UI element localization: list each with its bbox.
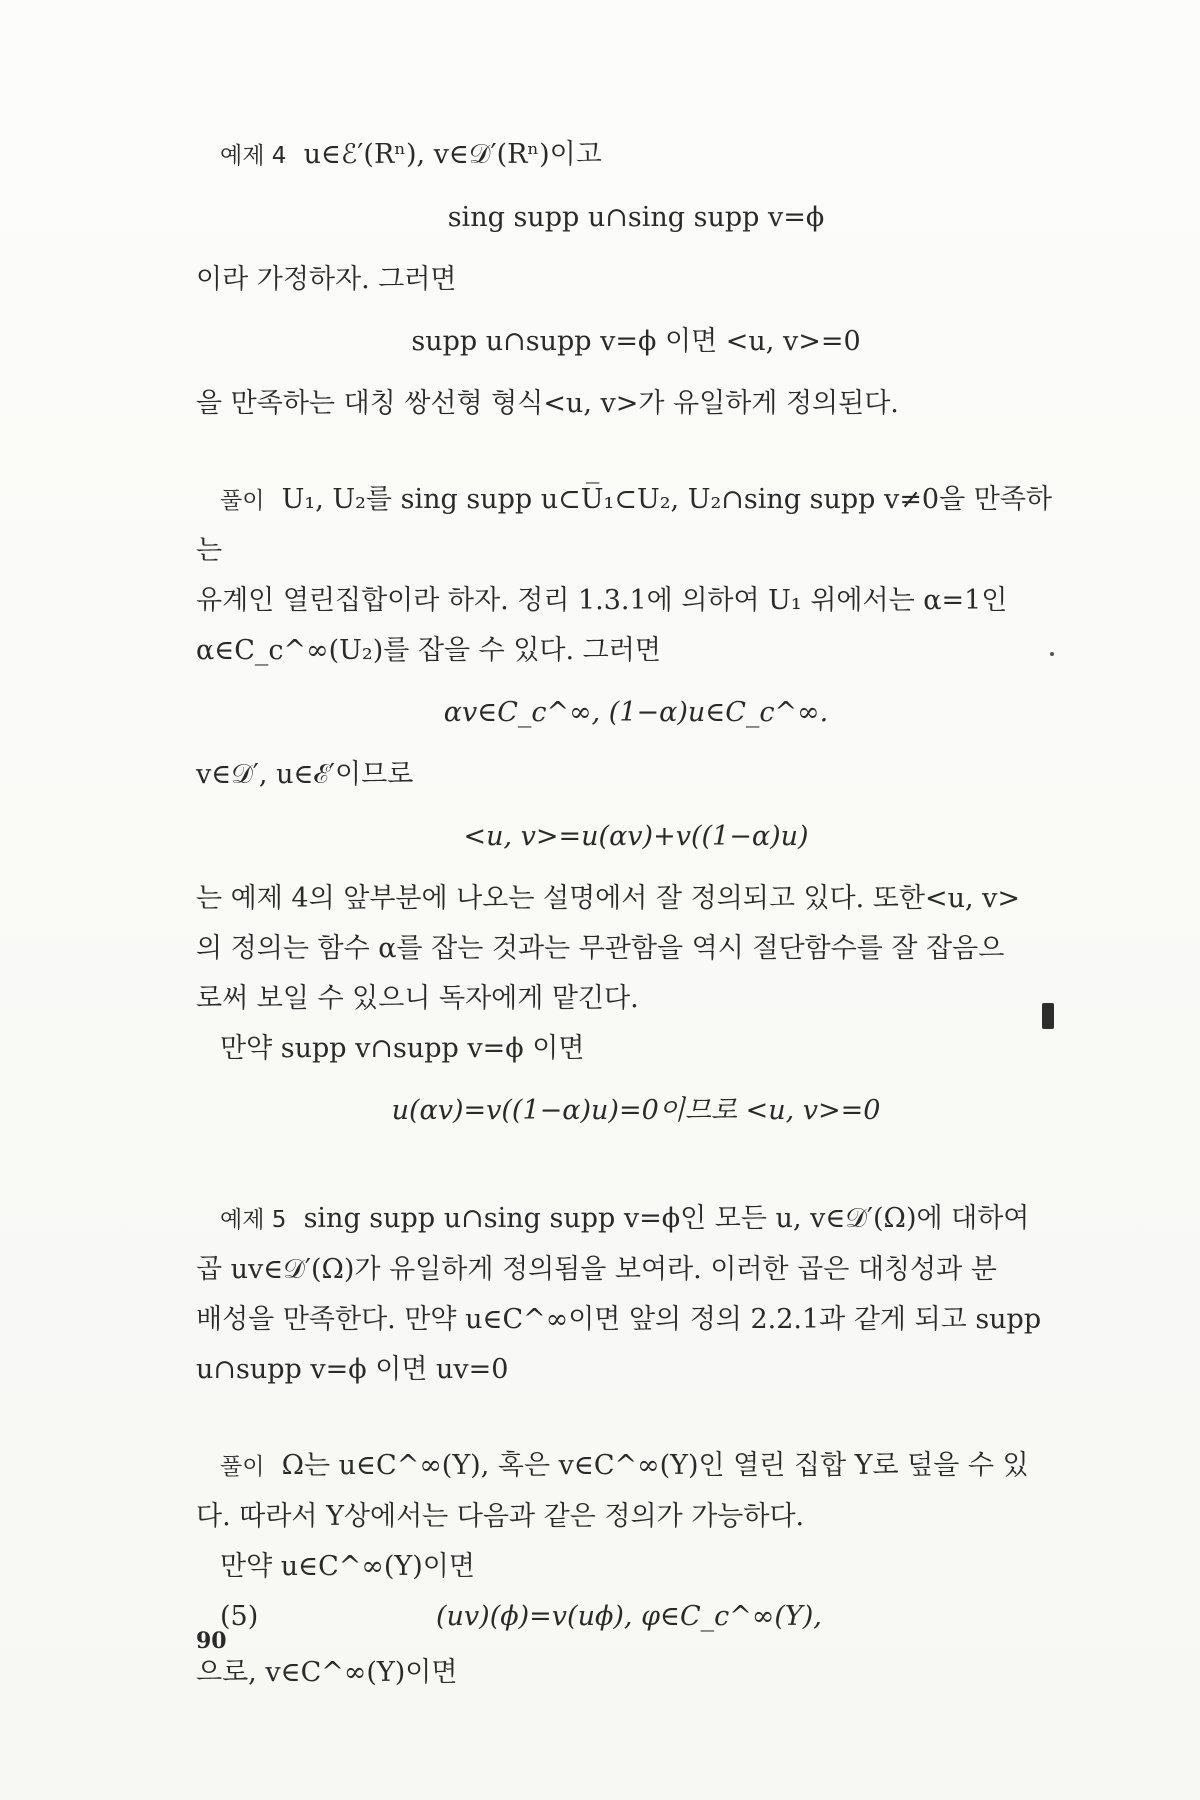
example-4-statement: u∈ℰ′(Rⁿ), v∈𝒟′(Rⁿ)이고 (303, 139, 602, 170)
solution-5-line-3: 만약 u∈C^∞(Y)이면 (220, 1551, 475, 1582)
solution-4-equation-1: αv∈C_c^∞, (1−α)u∈C_c^∞. (443, 697, 829, 728)
solution-5-line-4: 으로, v∈C^∞(Y)이면 (196, 1657, 458, 1688)
example-4-label: 예제 4 (220, 143, 287, 169)
solution-4-line-7: 로써 보일 수 있으니 독자에게 맡긴다. (196, 983, 639, 1014)
spacer (196, 1148, 1076, 1194)
page-number: 90 (196, 1628, 227, 1654)
equation-5-body: (uv)(ϕ)=v(uϕ), φ∈C_c^∞(Y), (436, 1601, 822, 1632)
solution-4-line-5: 는 예제 4의 앞부분에 나오는 설명에서 잘 정의되고 있다. 또한<u, v> (196, 883, 1021, 914)
print-speck (1050, 652, 1054, 656)
solution-4-line-3: α∈C_c^∞(U₂)를 잡을 수 있다. 그러면 (196, 635, 661, 666)
example-4-equation-1: sing supp u∩sing supp v=ϕ (447, 202, 825, 233)
page-content (196, 130, 1076, 1698)
solution-5-line-2: 다. 따라서 Y상에서는 다음과 같은 정의가 가능하다. (196, 1501, 805, 1532)
margin-marker (1042, 1003, 1054, 1029)
solution-5-label: 풀이 (220, 1454, 265, 1480)
solution-4-line-8: 만약 supp v∩supp v=ϕ 이면 (220, 1033, 585, 1064)
equation-5-row (196, 1592, 1076, 1648)
example-4-heading (196, 130, 1076, 181)
solution-4-line-2: 유계인 열린집합이라 하자. 정리 1.3.1에 의하여 U₁ 위에서는 α=1인 (196, 585, 1008, 616)
example-5-line-1 (196, 1194, 1076, 1245)
solution-4-line-6: 의 정의는 함수 α를 잡는 것과는 무관함을 역시 절단함수를 잘 잡음으 (196, 933, 1005, 964)
example-4-line-2: 이라 가정하자. 그러면 (196, 264, 457, 295)
solution-4-line-4: v∈𝒟′, u∈ℰ′이므로 (196, 759, 414, 790)
solution-4-line-1 (196, 475, 1076, 576)
example-5-line-2: 곱 uv∈𝒟′(Ω)가 유일하게 정의됨을 보여라. 이러한 곱은 대칭성과 분 (196, 1254, 997, 1285)
spacer (196, 429, 1076, 475)
example-5-text-1: sing supp u∩sing supp v=ϕ인 모든 u, v∈𝒟′(Ω)에 대하여 (303, 1203, 1030, 1234)
example-5-label: 예제 5 (220, 1207, 287, 1233)
solution-5-text-1: Ω는 u∈C^∞(Y), 혹은 v∈C^∞(Y)인 열린 집합 Y로 덮을 수 있 (281, 1450, 1029, 1481)
equation-5-number: (5) (220, 1601, 259, 1632)
solution-4-label: 풀이 (220, 488, 265, 514)
spacer (196, 1395, 1076, 1441)
example-5-line-4: u∩supp v=ϕ 이면 uv=0 (196, 1354, 509, 1385)
example-5-line-3: 배성을 만족한다. 만약 u∈C^∞이면 앞의 정의 2.2.1과 같게 되고 supp (196, 1304, 1042, 1335)
solution-4-equation-2: <u, v>=u(αv)+v((1−α)u) (463, 821, 809, 852)
solution-4-text-1: U₁, U₂를 sing supp u⊂U̅₁⊂U₂, U₂∩sing supp v≠0을 만족하는 (196, 484, 1053, 566)
example-4-line-3: 을 만족하는 대칭 쌍선형 형식<u, v>가 유일하게 정의된다. (196, 388, 899, 419)
example-4-equation-2: supp u∩supp v=ϕ 이면 <u, v>=0 (411, 326, 861, 357)
solution-4-equation-3: u(αv)=v((1−α)u)=0이므로 <u, v>=0 (391, 1095, 881, 1126)
solution-5-line-1 (196, 1441, 1076, 1492)
